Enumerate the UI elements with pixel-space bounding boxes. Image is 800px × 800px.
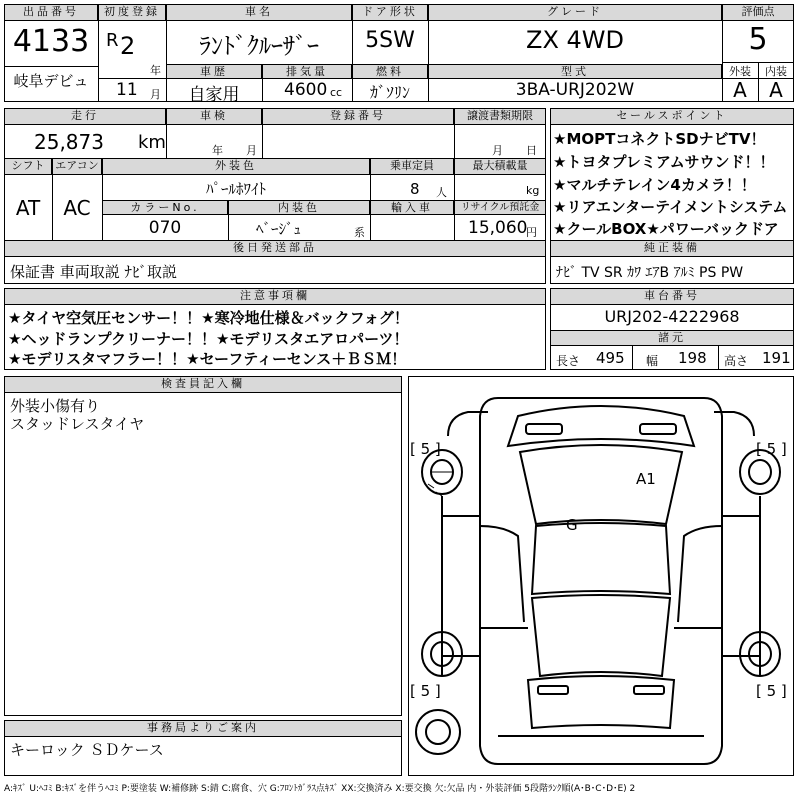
length-label: 長さ [556, 354, 581, 368]
venue: 岐阜デビュ [13, 72, 89, 90]
notes-label: 注意事項欄 [4, 288, 546, 305]
chassis-label: 車台番号 [550, 288, 794, 305]
tire-mark-front-right: [ 5 ] [756, 440, 787, 458]
color-no-label: カラーNo. [102, 200, 228, 215]
damage-mark-g: G [566, 516, 578, 534]
door-type: 5SW [365, 28, 415, 53]
model-label: 型式 [428, 64, 722, 79]
interior-score: A [769, 78, 783, 102]
score-label: 評価点 [722, 4, 794, 21]
grade: ZX 4WD [526, 26, 624, 54]
fuel: ｶﾞｿﾘﾝ [369, 83, 410, 102]
capacity-unit: 人 [436, 186, 447, 199]
length: 495 [596, 349, 625, 367]
width: 198 [678, 349, 707, 367]
import-label: 輸入車 [370, 200, 454, 215]
max-load-unit: kg [526, 184, 540, 197]
later-parts-label: 後日発送部品 [4, 240, 546, 257]
equipment-label: 純正装備 [550, 240, 794, 257]
note-line-2: ★ヘッドランプクリーナー！！★モデリスタエアロパーツ！ [8, 330, 409, 348]
sales-point-5: ★クールBOX★パワーバックドア [553, 220, 779, 238]
interior-color-label: 内装色 [228, 200, 370, 215]
exterior-color-label: 外装色 [102, 158, 370, 175]
inspector-label: 検査員記入欄 [4, 376, 402, 393]
score: 5 [748, 22, 768, 57]
reg-month-unit: 月 [150, 88, 161, 101]
car-diagram [408, 376, 794, 776]
interior-color: ﾍﾞｰｼﾞｭ [256, 220, 302, 238]
inspector-line-2: スタッドレスタイヤ [10, 415, 145, 433]
sales-points-label: セールスポイント [550, 108, 794, 125]
reg-year-unit: 年 [150, 64, 161, 77]
sales-point-1: ★MOPTコネクトSDナビTV！ [553, 130, 766, 148]
shift: AT [15, 196, 41, 220]
inspector-line-1: 外装小傷有り [10, 397, 101, 415]
tire-mark-rear-right: [ 5 ] [756, 682, 787, 700]
specs-label: 諸元 [550, 330, 794, 346]
reg-month: 11 [116, 80, 138, 100]
office-label: 事務局よりご案内 [4, 720, 402, 737]
interior-score-label: 内装 [765, 65, 787, 78]
recycle: 15,060 [468, 218, 528, 238]
era: R [106, 30, 119, 51]
tire-mark-rear-left: [ 5 ] [410, 682, 441, 700]
model: 3BA-URJ202W [515, 80, 635, 100]
transfer-month-unit: 月 [492, 144, 503, 157]
transfer-label: 譲渡書類期限 [454, 108, 546, 125]
lot-label: 出品番号 [4, 4, 98, 21]
recycle-label: リサイクル預託金 [454, 200, 546, 215]
exterior-score: A [733, 78, 747, 102]
interior-color-unit: 系 [354, 226, 365, 239]
shift-label: シフト [4, 158, 52, 175]
mileage-label: 走行 [4, 108, 166, 125]
inspection-year-unit: 年 [212, 144, 223, 157]
chassis-number: URJ202-4222968 [604, 307, 740, 326]
capacity: 8 [410, 180, 420, 198]
damage-mark-a1: A1 [636, 470, 656, 488]
aircon: AC [63, 196, 91, 220]
transfer-day-unit: 日 [526, 144, 537, 157]
width-label: 幅 [646, 354, 659, 368]
sales-point-3: ★マルチテレイン4カメラ！！ [553, 176, 756, 194]
history-label: 車歴 [166, 64, 262, 79]
first-reg-label: 初度登録 [98, 4, 166, 21]
height: 191 [762, 349, 791, 367]
tire-mark-front-left: [ 5 ] [410, 440, 441, 458]
aircon-label: エアコン [52, 158, 102, 175]
max-load-label: 最大積載量 [454, 158, 546, 175]
plate-label: 登録番号 [262, 108, 454, 125]
later-parts: 保証書 車両取説 ﾅﾋﾞ取説 [10, 263, 178, 281]
door-label: ドア形状 [352, 4, 428, 21]
sales-point-2: ★トヨタプレミアムサウンド！！ [553, 153, 775, 171]
inspection-month-unit: 月 [246, 144, 257, 157]
reg-year: 2 [120, 32, 136, 60]
equipment: ﾅﾋﾞ TV SR ｶﾜ ｴｱB ｱﾙﾐ PS PW [556, 265, 744, 281]
displacement-label: 排気量 [262, 64, 352, 79]
capacity-label: 乗車定員 [370, 158, 454, 175]
car-name-label: 車名 [166, 4, 352, 21]
mileage: 25,873 [34, 130, 104, 154]
color-no: 070 [148, 218, 182, 238]
note-line-1: ★タイヤ空気圧センサー！！★寒冷地仕様＆バックフォグ！ [8, 309, 409, 327]
history: 自家用 [188, 85, 240, 105]
mileage-unit: km [138, 132, 166, 153]
note-line-3: ★モデリスタマフラー！！★セーフティーセンス＋ＢＳＭ！ [8, 350, 407, 368]
lot-number: 4133 [12, 24, 90, 59]
legend: A:ｷｽﾞ U:ﾍｺﾐ B:ｷｽﾞを伴うﾍｺﾐ P:要塗装 W:補修跡 S:錆 C:腐食、穴 G:ﾌﾛﾝﾄｶﾞﾗｽ点ｷｽﾞ XX:交換済み X:要交換 欠:欠品 内・外装評価 5段階ﾗﾝｸ順(A･B･C･D･E) 2 [4, 784, 636, 794]
grade-label: グレード [428, 4, 722, 21]
office-note: キーロック ＳＤケース [10, 741, 164, 759]
sales-point-4: ★リアエンターテイメントシステム [553, 198, 788, 216]
recycle-unit: 円 [526, 226, 537, 239]
exterior-color: ﾊﾟｰﾙﾎﾜｲﾄ [205, 180, 266, 198]
height-label: 高さ [724, 354, 749, 368]
displacement-unit: cc [330, 86, 343, 99]
fuel-label: 燃料 [352, 64, 428, 79]
displacement: 4600 [284, 80, 328, 100]
car-name: ﾗﾝﾄﾞｸﾙｰｻﾞｰ [199, 32, 319, 60]
inspection-label: 車検 [166, 108, 262, 125]
exterior-score-label: 外装 [729, 65, 751, 78]
